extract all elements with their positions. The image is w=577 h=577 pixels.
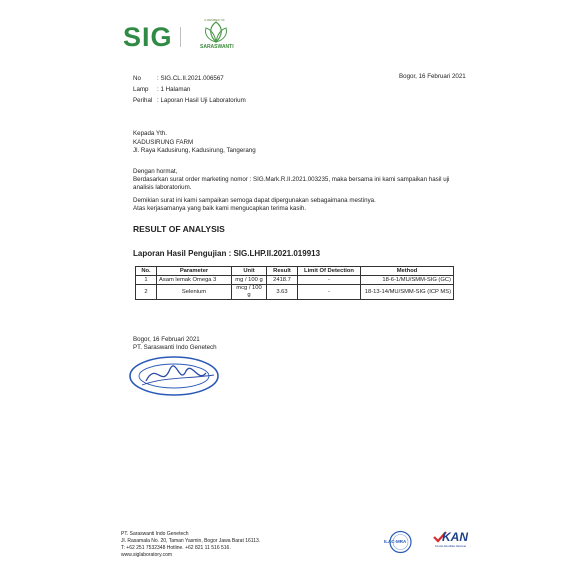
no-label: No [133, 75, 141, 82]
results-table [135, 266, 454, 300]
paragraph-1-line-2: analisis laboratorium. [133, 184, 192, 191]
footer-address: Jl. Rasamala No. 20, Taman Yasmin, Bogor Jawa Barat 16113. [121, 538, 261, 544]
footer-company: PT. Saraswanti Indo Genetech [121, 531, 189, 537]
column-header: Result [267, 267, 298, 276]
report-title: Laporan Hasil Pengujian : SIG.LHP.II.2021.019913 [133, 249, 321, 258]
table-cell: mg / 100 g [232, 276, 267, 285]
footer-website: www.siglaboratory.com [121, 552, 173, 558]
table-cell: 2 [136, 285, 157, 300]
table-cell: 3.63 [267, 285, 298, 300]
recipient-address: Jl. Raya Kadusirung, Kadusirung, Tangerang [133, 147, 256, 154]
ilac-mra-label: ILAC-MRA [384, 539, 407, 544]
no-value: : SIG.CL.II.2021.006567 [157, 75, 224, 82]
table-cell: mcg / 100 g [232, 285, 267, 300]
kan-logo [433, 530, 473, 554]
signature-place-date: Bogor, 16 Februari 2021 [133, 336, 200, 343]
table-row [136, 276, 454, 285]
table-row [136, 285, 454, 300]
column-header: No. [136, 267, 157, 276]
kan-subtitle: Komite Akreditasi Nasional [435, 545, 466, 548]
paragraph-2-line-1: Demikian surat ini kami sampaikan semoga dapat dipergunakan sebagaimana mestinya. [133, 197, 376, 204]
paragraph-1-line-1: Berdasarkan surat order marketing nomor : SIG.Mark.R.II.2021.003235, maka bersama ini kami sampaikan hasil uji [133, 176, 450, 183]
table-cell: Selenium [157, 285, 232, 300]
recipient-name: KADUSIRUNG FARM [133, 139, 194, 146]
table-cell: 18-13-14/MU/SMM-SIG (ICP MS) [361, 285, 454, 300]
perihal-value: : Laporan Hasil Uji Laboratorium [157, 97, 246, 104]
table-cell: - [298, 285, 361, 300]
table-cell: 1 [136, 276, 157, 285]
column-header: Limit Of Detection [298, 267, 361, 276]
logo-divider [180, 27, 181, 47]
result-heading: RESULT OF ANALYSIS [133, 224, 225, 234]
table-cell: - [298, 276, 361, 285]
column-header: Parameter [157, 267, 232, 276]
column-header: Method [361, 267, 454, 276]
signature-company: PT. Saraswanti Indo Genetech [133, 344, 217, 351]
table-cell: Asam lemak Omega 3 [157, 276, 232, 285]
table-header-row [136, 267, 454, 276]
lamp-label: Lamp [133, 86, 149, 93]
perihal-label: Perihal [133, 97, 153, 104]
kan-label: KAN [442, 530, 468, 544]
greeting: Dengan hormat, [133, 168, 178, 175]
recipient-salutation: Kepada Yth. [133, 130, 167, 137]
lamp-value: : 1 Halaman [157, 86, 191, 93]
letter-date: Bogor, 16 Februari 2021 [399, 73, 466, 80]
paragraph-2-line-2: Atas kerjasamanya yang baik kami mengucapkan terima kasih. [133, 205, 306, 212]
sig-logo: SIG [123, 22, 173, 52]
saraswanti-logo [186, 18, 246, 52]
footer-phone: T: +62 251 7532348 Hotline. +62 821 11 516 516. [121, 545, 231, 551]
table-cell: 2418.7 [267, 276, 298, 285]
saraswanti-tagline: A MEMBER OF [204, 18, 225, 22]
table-cell: 18-6-1/MU/SMM-SIG (GC) [361, 276, 454, 285]
saraswanti-name: SARASWANTI [200, 44, 234, 50]
column-header: Unit [232, 267, 267, 276]
company-stamp [128, 355, 221, 397]
ilac-mra-logo [382, 530, 419, 554]
